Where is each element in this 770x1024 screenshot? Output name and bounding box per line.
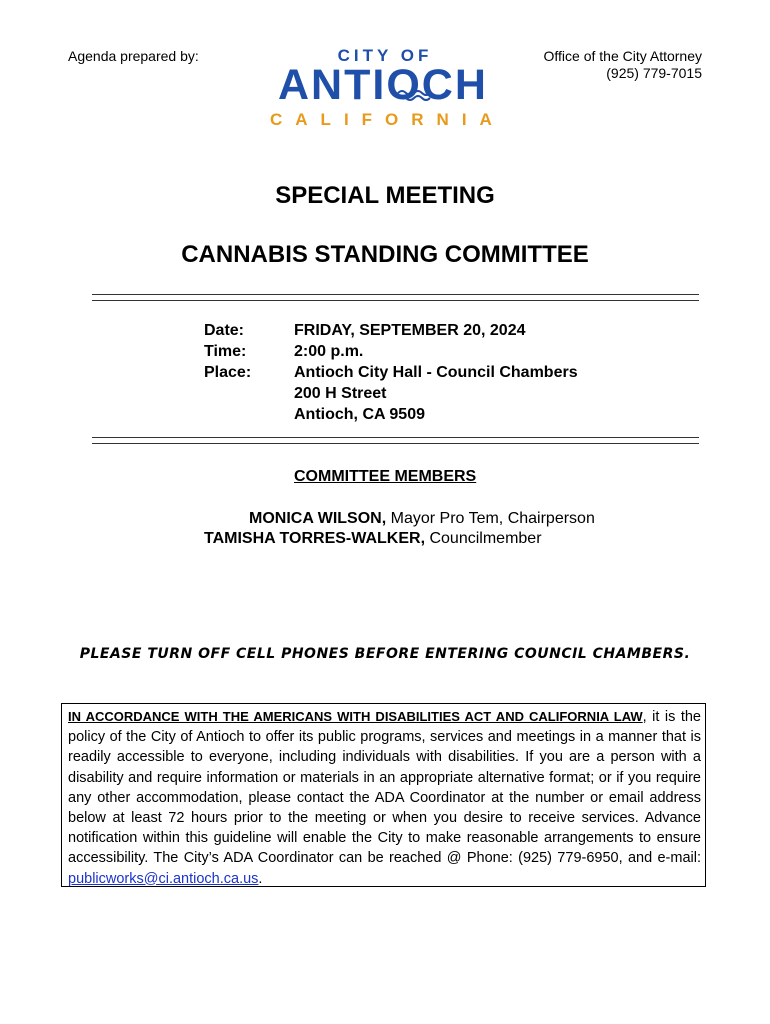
logo-state-text: CALIFORNIA <box>270 110 505 129</box>
place-line-1: Antioch City Hall - Council Chambers <box>294 364 578 381</box>
ada-email-link[interactable]: publicworks@ci.antioch.ca.us <box>68 870 259 887</box>
time-value: 2:00 p.m. <box>294 343 364 360</box>
agenda-prepared-by: Agenda prepared by: <box>68 48 199 64</box>
ada-body: , it is the policy of the City of Antioch to offer its public programs, services and meetings in a manner that is readily accessible to everyone, including individuals with disabilities. If you are a person with a disability and require information or materials in an appropriate alternative format; or if you require any other accommodation, please contact the ADA Coordinator at the number or email address below at least 72 hours prior to the meeting or when you desire to receive services. Advance notification within this guideline will enable the City to make reasonable arrangements to ensure accessibility. The City’s ADA Coordinator can be reached @ Phone: (925) 779-6950, and e-mail: <box>68 709 701 867</box>
place-line-2: 200 H Street <box>294 385 387 402</box>
committee-title: CANNABIS STANDING COMMITTEE <box>181 241 589 268</box>
ada-lead: IN ACCORDANCE WITH THE AMERICANS WITH DISABILITIES ACT AND CALIFORNIA LAW <box>68 709 643 724</box>
divider-bottom-1 <box>92 437 699 438</box>
member-name: TAMISHA TORRES-WALKER, <box>204 530 426 547</box>
cell-phone-notice: PLEASE TURN OFF CELL PHONES BEFORE ENTERING COUNCIL CHAMBERS. <box>79 646 691 662</box>
place-line-3: Antioch, CA 9509 <box>294 406 425 423</box>
office-name: Office of the City Attorney <box>543 48 702 64</box>
place-label: Place: <box>204 364 252 381</box>
member-councilmember <box>204 530 542 548</box>
divider-bottom-2 <box>92 443 699 444</box>
ada-notice-box <box>61 703 706 887</box>
waves-icon <box>396 89 432 103</box>
member-role: Councilmember <box>425 530 542 547</box>
ada-end: . <box>258 870 263 887</box>
ada-notice-text <box>68 707 701 889</box>
member-chairperson <box>249 510 595 528</box>
date-value: FRIDAY, SEPTEMBER 20, 2024 <box>294 322 526 339</box>
divider-top-1 <box>92 294 699 295</box>
logo-city-name: ANTIOCH <box>278 61 488 109</box>
divider-top-2 <box>92 300 699 301</box>
city-logo <box>270 46 505 132</box>
date-label: Date: <box>204 322 245 339</box>
committee-members-heading: COMMITTEE MEMBERS <box>294 468 477 485</box>
member-name: MONICA WILSON, <box>249 510 387 527</box>
office-contact <box>500 48 702 82</box>
member-role: Mayor Pro Tem, Chairperson <box>386 510 595 527</box>
time-label: Time: <box>204 343 247 360</box>
meeting-type-title: SPECIAL MEETING <box>275 182 495 209</box>
logo-city-of-text: CITY OF <box>337 46 433 65</box>
office-phone: (925) 779-7015 <box>606 65 702 81</box>
